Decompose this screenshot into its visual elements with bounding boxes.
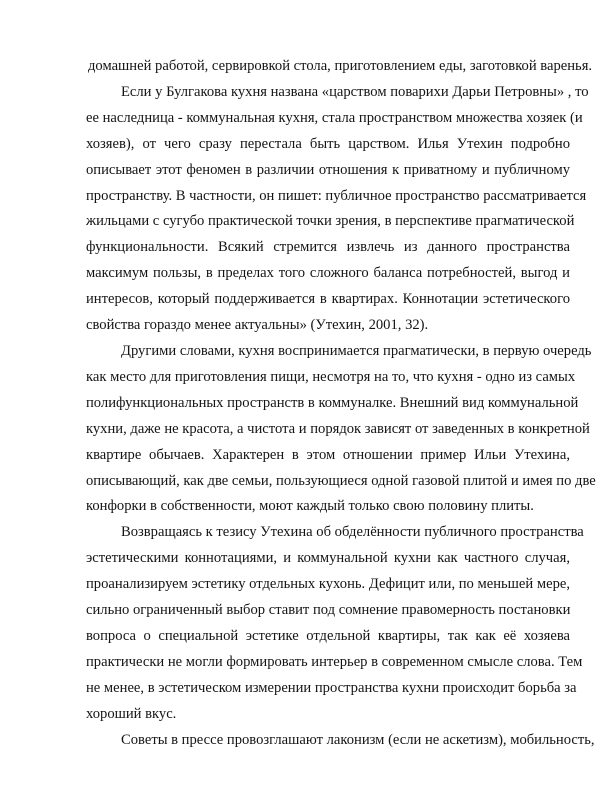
text-line: описывающий, как две семьи, пользующиеся одной газовой плитой и имея по две [86, 472, 596, 489]
text-line: конфорки в собственности, моют каждый только свою половину плиты. [86, 498, 534, 515]
text-line: свойства гораздо менее актуальны» (Утехин, 2001, 32). [86, 317, 429, 334]
text-line: не менее, в эстетическом измерении пространства кухни происходит борьба за [86, 679, 577, 696]
text-line: функциональности. Всякий стремится извлечь из данного пространства [86, 239, 570, 256]
text-line: квартире обычаев. Характерен в этом отношении пример Ильи Утехина, [86, 446, 570, 463]
paragraph-continuation [86, 54, 593, 80]
text-line: максимум пользы, в пределах того сложного баланса потребностей, выгод и [86, 265, 570, 282]
text-line: пространству. В частности, он пишет: публичное пространство рассматривается [86, 187, 587, 204]
text-line: интересов, который поддерживается в квартирах. Коннотации эстетического [86, 291, 570, 308]
text-line: полифункциональных пространств в коммуналке. Внешний вид коммунальной [86, 394, 579, 411]
text-line: Другими словами, кухня воспринимается прагматически, в первую очередь [121, 342, 592, 359]
text-line: как место для приготовления пищи, несмотря на то, что кухня - одно из самых [86, 368, 576, 385]
text-line: описывает этот феномен в различии отношения к приватному и публичному [86, 161, 570, 178]
text-line: вопроса о специальной эстетике отдельной квартиры, так как её хозяева [86, 627, 570, 644]
text-line: проанализируем эстетику отдельных кухонь. Дефицит или, по меньшей мере, [86, 576, 570, 593]
text-line: хозяев), от чего сразу перестала быть царством. Илья Утехин подробно [86, 135, 570, 152]
paragraph-bulgakov-kitchen [86, 80, 589, 339]
text-line: Советы в прессе провозглашают лаконизм (если не аскетизм), мобильность, [121, 731, 595, 748]
text-line: эстетическими коннотациями, и коммунальной кухни как частного случая, [86, 550, 570, 567]
paragraph-aesthetics [86, 520, 584, 727]
text-line: кухни, даже не красота, а чистота и порядок зависят от заведенных в конкретной [86, 420, 590, 437]
text-line: домашней работой, сервировкой стола, приготовлением еды, заготовкой варенья. [88, 58, 593, 74]
text-line: Если у Булгакова кухня названа «царством поварихи Дарьи Петровны» , то [121, 83, 589, 100]
document-body [86, 54, 596, 753]
text-line: сильно ограниченный выбор ставит под сомнение правомерность постановки [86, 602, 571, 619]
text-line: Возвращаясь к тезису Утехина об обделённости публичного пространства [121, 524, 584, 541]
text-line: хороший вкус. [86, 705, 177, 722]
text-line: жильцами с сугубо практической точки зрения, в перспективе прагматической [86, 213, 575, 230]
paragraph-pragmatic-kitchen [86, 339, 596, 520]
text-line: практически не могли формировать интерьер в современном смысле слова. Тем [86, 653, 583, 670]
text-line: ее наследница - коммунальная кухня, стала пространством множества хозяек (и [86, 109, 583, 126]
paragraph-press-advice [86, 728, 595, 754]
